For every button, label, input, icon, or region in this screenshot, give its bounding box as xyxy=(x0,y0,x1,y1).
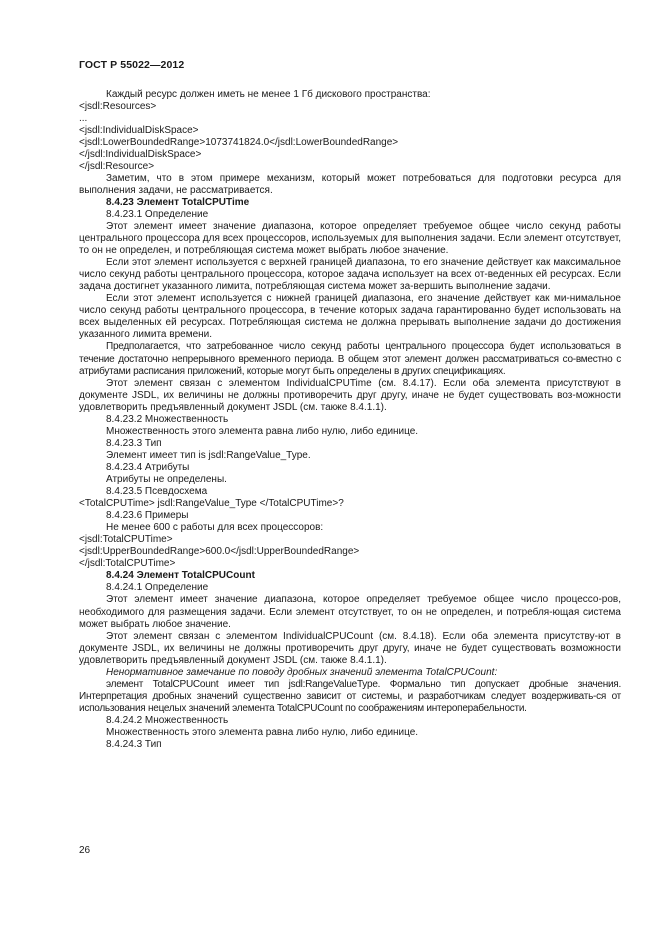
code-line: <jsdl:UpperBoundedRange>600.0</jsdl:UpperBoundedRange> xyxy=(79,546,360,558)
subsection-heading: 8.4.23.1 Определение xyxy=(106,208,209,220)
paragraph: Атрибуты не определены. xyxy=(106,474,227,485)
paragraph: Не менее 600 с работы для всех процессоров: xyxy=(106,522,324,534)
paragraph: Этот элемент имеет значение диапазона, которое определяет требуемое общее число секунд работы центрального процессора для всех процессоров, используемых для выполнения задачи. Если элемент отсутствует, то он не определен, и потребляющая система может выбрать любое значение. xyxy=(79,221,621,257)
subsection-heading: 8.4.23.3 Тип xyxy=(106,437,162,449)
subsection-heading: 8.4.23.5 Псевдосхема xyxy=(106,486,208,498)
paragraph: Предполагается, что затребованное число секунд работы центрального процессора будет использоваться в течение достаточно непрерывного временного периода. В общем этот элемент должен рассматриваться со-вместно с атрибутами расписания приложений, которые могут быть определены в других спецификациях. xyxy=(79,341,621,377)
subsection-heading: 8.4.23.2 Множественность xyxy=(106,413,229,425)
paragraph: Если этот элемент используется с верхней границей диапазона, то его значение действует как максимальное число секунд работы центрального процессора, которое задача использует на всех от-веденных ей ресурсах. Если задача достигнет указанного лимита, потребляющая система может за-вершить выполнение задачи. xyxy=(79,257,621,293)
document-header: ГОСТ Р 55022—2012 xyxy=(79,59,185,71)
paragraph: Заметим, что в этом примере механизм, который может потребоваться для подготовки ресурса для выполнения задачи, не рассматривается. xyxy=(79,172,621,196)
subsection-heading: 8.4.23.4 Атрибуты xyxy=(106,461,190,473)
page-number: 26 xyxy=(79,845,91,856)
paragraph: элемент TotalCPUCount имеет тип jsdl:RangeValueType. Формально тип допускает дробные значения. Интерпретация дробных значений существенно зависит от системы, и разработчикам следует воздерживать-ся от использования нецелых значений элемента TotalCPUCount по соображениям интероперабельности. xyxy=(79,678,621,714)
paragraph: Каждый ресурс должен иметь не менее 1 Гб дискового пространства: xyxy=(106,88,431,100)
code-line: </jsdl:TotalCPUTime> xyxy=(79,558,176,570)
paragraph: Если этот элемент используется с нижней границей диапазона, его значение действует как ми-нимальное число секунд работы центрального процессора, в течение которых задача гарантированно будет использовать на всех выделенных ей ресурсах. Потребляющая система не должна прерывать выполнение задачи до достижения указанного лимита времени. xyxy=(79,293,621,341)
code-line: <jsdl:TotalCPUTime> xyxy=(79,534,173,546)
code-line: </jsdl:IndividualDiskSpace> xyxy=(79,148,202,160)
paragraph: Этот элемент связан с элементом IndividualCPUTime (см. 8.4.17). Если оба элемента присутствуют в документе JSDL, их величины не должны противоречить друг другу, иначе не будет существовать воз-можности удовлетворить предъявленный документ JSDL (см. также 8.4.1.1). xyxy=(79,377,621,413)
code-line: <jsdl:IndividualDiskSpace> xyxy=(79,124,199,136)
paragraph: Этот элемент связан с элементом IndividualCPUCount (см. 8.4.18). Если оба элемента присутству-ют в документе JSDL, их величины не должны противоречить друг другу, иначе не будет существовать возможности удовлетворить предъявленный документ JSDL (см. также 8.4.1.1). xyxy=(79,630,621,666)
code-line: <jsdl:Resources> xyxy=(79,100,157,112)
code-line: <TotalCPUTime> jsdl:RangeValue_Type </TotalCPUTime>? xyxy=(79,498,344,510)
section-heading: 8.4.23 Элемент TotalCPUTime xyxy=(106,196,250,208)
paragraph: Этот элемент имеет значение диапазона, которое определяет требуемое общее число процессо-ров, необходимого для размещения задачи. Если элемент отсутствует, то он не определен, и потребля-ющая система может выбрать любое значение. xyxy=(79,594,621,630)
subsection-heading: 8.4.23.6 Примеры xyxy=(106,510,189,522)
subsection-heading: 8.4.24.3 Тип xyxy=(106,739,162,751)
subsection-heading: 8.4.24.2 Множественность xyxy=(106,714,229,726)
subsection-heading: 8.4.24.1 Определение xyxy=(106,582,209,594)
paragraph: Множественность этого элемента равна либо нулю, либо единице. xyxy=(106,425,419,437)
paragraph: Множественность этого элемента равна либо нулю, либо единице. xyxy=(106,726,419,738)
paragraph: Элемент имеет тип is jsdl:RangeValue_Type. xyxy=(106,449,311,461)
document-body xyxy=(79,89,621,752)
note-heading: Ненормативное замечание по поводу дробных значений элемента TotalCPUCount: xyxy=(106,666,498,678)
section-heading: 8.4.24 Элемент TotalCPUCount xyxy=(106,570,255,582)
code-line: ... xyxy=(79,112,88,124)
code-line: <jsdl:LowerBoundedRange>1073741824.0</jsdl:LowerBoundedRange> xyxy=(79,136,399,148)
code-line: </jsdl:Resource> xyxy=(79,160,155,172)
